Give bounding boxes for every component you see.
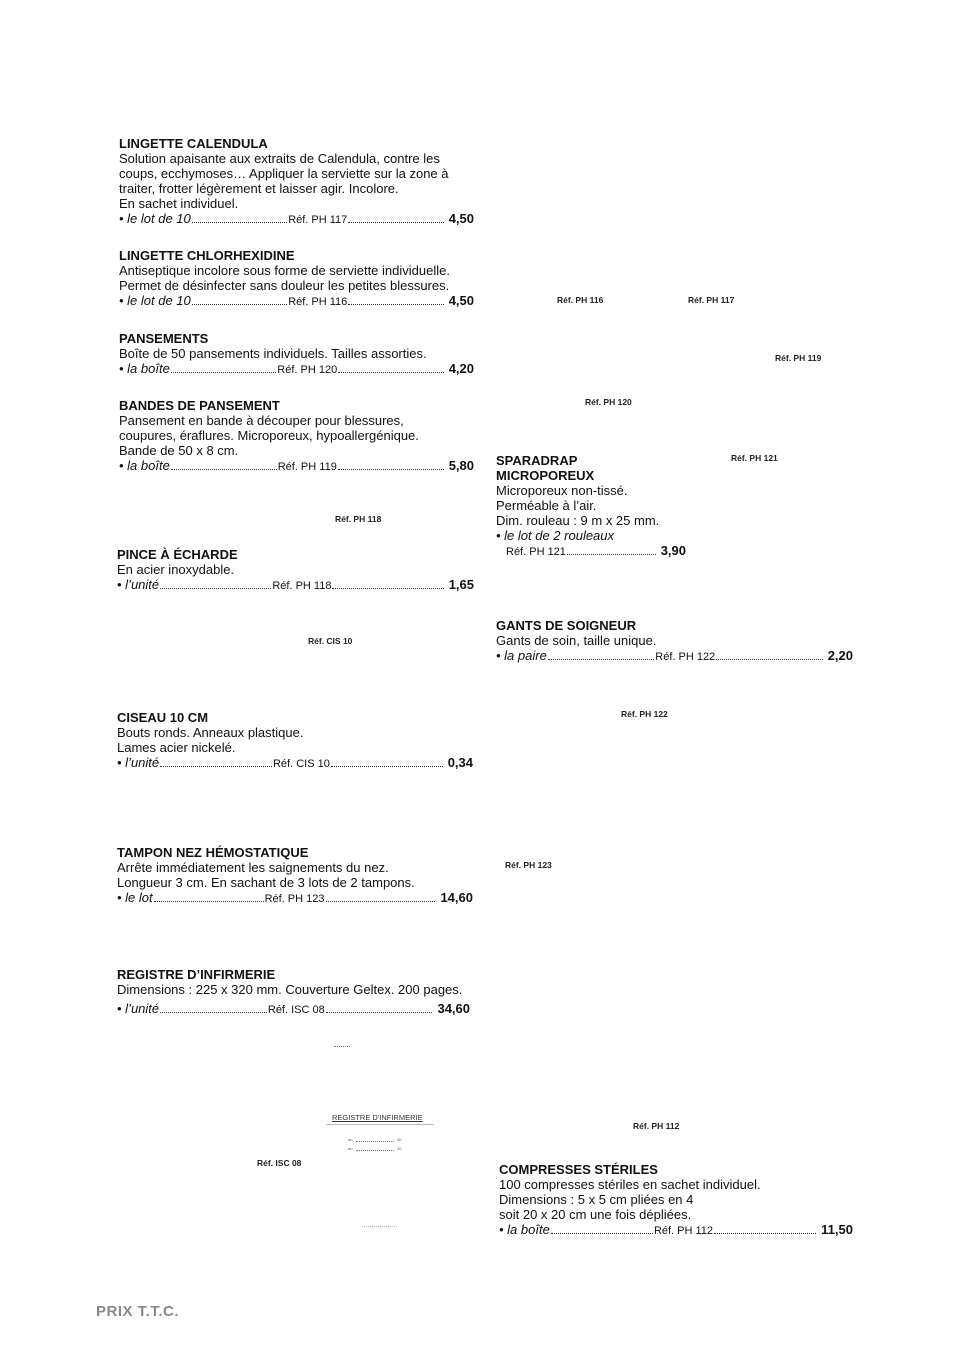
unit-label: • la paire	[496, 648, 547, 663]
product-gants-de-soigneur	[496, 618, 853, 665]
footer-prix-ttc: PRIX T.T.C.	[96, 1303, 180, 1320]
reference: Réf. PH 119	[277, 461, 337, 473]
product-title: PINCE À ÉCHARDE	[117, 547, 238, 562]
dot-leader	[716, 659, 822, 660]
dot-leader	[192, 304, 287, 305]
product-title: GANTS DE SOIGNEUR	[496, 618, 637, 633]
product-lingette-chlorhexidine	[119, 248, 474, 310]
image-tag-cis10: Réf. CIS 10	[308, 636, 353, 646]
product-title: CISEAU 10 CM	[117, 710, 209, 725]
product-description: En acier inoxydable.	[117, 562, 235, 577]
dot-leader	[326, 1012, 433, 1013]
cover-field-line	[356, 1150, 394, 1151]
price-line	[117, 890, 473, 907]
cover-field-du: du	[348, 1137, 353, 1142]
reference: Réf. PH 120	[277, 364, 338, 376]
price-line	[119, 361, 474, 378]
product-description: Boîte de 50 pansements individuels. Tailles assorties.	[119, 346, 427, 361]
price-line	[117, 577, 474, 594]
reference: Réf. PH 116	[288, 296, 348, 308]
image-tag-ph112: Réf. PH 112	[633, 1121, 680, 1131]
price-line	[499, 1222, 853, 1239]
cover-footer-mark	[362, 1226, 397, 1227]
price-line	[119, 458, 474, 475]
unit-label: • l’unité	[117, 755, 160, 770]
unit-label: • le lot de 10	[119, 211, 191, 226]
dot-leader	[338, 469, 444, 470]
dot-leader	[160, 1012, 267, 1013]
dot-leader	[548, 659, 654, 660]
unit-label: • le lot	[117, 890, 153, 905]
dot-leader	[326, 901, 436, 902]
dot-leader	[567, 554, 656, 555]
price-line	[117, 1001, 470, 1018]
dot-leader	[348, 222, 443, 223]
cover-field-line	[356, 1141, 394, 1142]
dot-leader	[171, 372, 276, 373]
product-description: Microporeux non-tissé. Perméable à l’air. Dim. rouleau : 9 m x 25 mm.	[496, 483, 660, 528]
dot-leader	[154, 901, 264, 902]
product-title: SPARADRAP MICROPOREUX	[496, 453, 595, 483]
dot-leader	[160, 766, 272, 767]
image-tag-ph117: Réf. PH 117	[688, 295, 735, 305]
product-lingette-calendula	[119, 136, 474, 228]
product-description: Pansement en bande à découper pour blessures, coupures, éraflures. Microporeux, hypoallergénique. Bande de 50 x 8 cm.	[119, 413, 419, 458]
unit-label: • la boîte	[119, 458, 170, 473]
image-tag-isc08: Réf. ISC 08	[257, 1158, 302, 1168]
price: 4,50	[448, 293, 475, 308]
price: 4,20	[448, 361, 475, 376]
price-line	[506, 543, 686, 560]
cover-year: 20	[397, 1137, 402, 1142]
product-description: Antiseptique incolore sous forme de serviette individuelle. Permet de désinfecter sans douleur les petites blessures.	[119, 263, 450, 293]
dot-leader	[338, 372, 443, 373]
reference: Réf. CIS 10	[272, 758, 330, 770]
reference: Réf. PH 118	[272, 580, 332, 592]
price: 4,50	[448, 211, 475, 226]
price-line	[496, 648, 853, 665]
image-tag-ph120: Réf. PH 120	[585, 397, 632, 407]
product-description: Gants de soin, taille unique.	[496, 633, 657, 648]
cover-rule	[326, 1124, 434, 1125]
dot-leader	[714, 1233, 816, 1234]
dot-leader	[551, 1233, 653, 1234]
image-tag-ph123: Réf. PH 123	[505, 860, 552, 870]
price: 2,20	[827, 648, 854, 663]
product-pince-a-echarde	[117, 547, 474, 594]
unit-label: • la boîte	[499, 1222, 550, 1237]
image-tag-ph121: Réf. PH 121	[731, 453, 778, 463]
product-sparadrap	[496, 453, 696, 560]
reference: Réf. PH 121	[506, 546, 566, 558]
cover-year: 20	[397, 1146, 402, 1151]
dot-leader	[192, 222, 287, 223]
price: 14,60	[440, 890, 473, 905]
product-title: LINGETTE CHLORHEXIDINE	[119, 248, 295, 263]
dot-leader	[331, 766, 443, 767]
price-line	[119, 293, 474, 310]
product-title: TAMPON NEZ HÉMOSTATIQUE	[117, 845, 309, 860]
unit-label: • l’unité	[117, 577, 160, 592]
price: 0,34	[447, 755, 473, 770]
reference: Réf. PH 117	[288, 214, 348, 226]
reference: Réf. PH 122	[655, 651, 716, 663]
price: 1,65	[448, 577, 474, 592]
product-ciseau-10-cm	[117, 710, 473, 772]
price: 11,50	[821, 1222, 853, 1237]
product-description: Bouts ronds. Anneaux plastique. Lames acier nickelé.	[117, 725, 304, 755]
product-title: LINGETTE CALENDULA	[119, 136, 268, 151]
unit-label: • la boîte	[119, 361, 170, 376]
image-tag-ph118: Réf. PH 118	[335, 514, 382, 524]
unit-label: • l’unité	[117, 1001, 160, 1016]
price: 5,80	[448, 458, 475, 473]
image-tag-ph122: Réf. PH 122	[621, 709, 668, 719]
reference: Réf. PH 123	[264, 893, 325, 905]
unit-label: • le lot de 10	[119, 293, 191, 308]
dot-leader	[160, 588, 271, 589]
dot-leader	[332, 588, 443, 589]
cover-field-au: au	[348, 1146, 353, 1151]
product-bandes-de-pansement	[119, 398, 474, 475]
price: 34,60	[437, 1001, 471, 1016]
image-tag-ph119: Réf. PH 119	[775, 353, 822, 363]
reference: Réf. ISC 08	[267, 1004, 325, 1016]
reference: Réf. PH 112	[653, 1225, 714, 1237]
cover-title: REGISTRE D'INFIRMERIE	[332, 1113, 423, 1122]
product-tampon-nez	[117, 845, 473, 907]
price-line	[119, 211, 474, 228]
dot-leader	[171, 469, 277, 470]
unit-label: • le lot de 2 rouleaux	[496, 528, 615, 543]
product-title: REGISTRE D’INFIRMERIE	[117, 967, 276, 982]
price-line	[117, 755, 473, 772]
product-registre-infirmerie	[117, 967, 480, 1018]
price: 3,90	[660, 543, 686, 558]
product-description: 100 compresses stériles en sachet individuel. Dimensions : 5 x 5 cm pliées en 4 soit 20 x 20 cm une fois dépliées.	[499, 1177, 761, 1222]
product-title: PANSEMENTS	[119, 331, 209, 346]
product-compresses-steriles	[499, 1162, 853, 1239]
product-description: Solution apaisante aux extraits de Calendula, contre les coups, ecchymoses… Appliquer la serviette sur la zone à traiter, frotter légèrement et laisser agir. Incolore. En sachet individuel.	[119, 151, 449, 211]
product-description: Arrête immédiatement les saignements du nez. Longueur 3 cm. En sachant de 3 lots de 2 tampons.	[117, 860, 415, 890]
product-pansements	[119, 331, 474, 378]
product-title: COMPRESSES STÉRILES	[499, 1162, 658, 1177]
product-description: Dimensions : 225 x 320 mm. Couverture Geltex. 200 pages.	[117, 982, 463, 997]
dot-leader	[348, 304, 443, 305]
product-title: BANDES DE PANSEMENT	[119, 398, 280, 413]
image-tag-ph116: Réf. PH 116	[557, 295, 604, 305]
cover-mark	[334, 1046, 350, 1047]
